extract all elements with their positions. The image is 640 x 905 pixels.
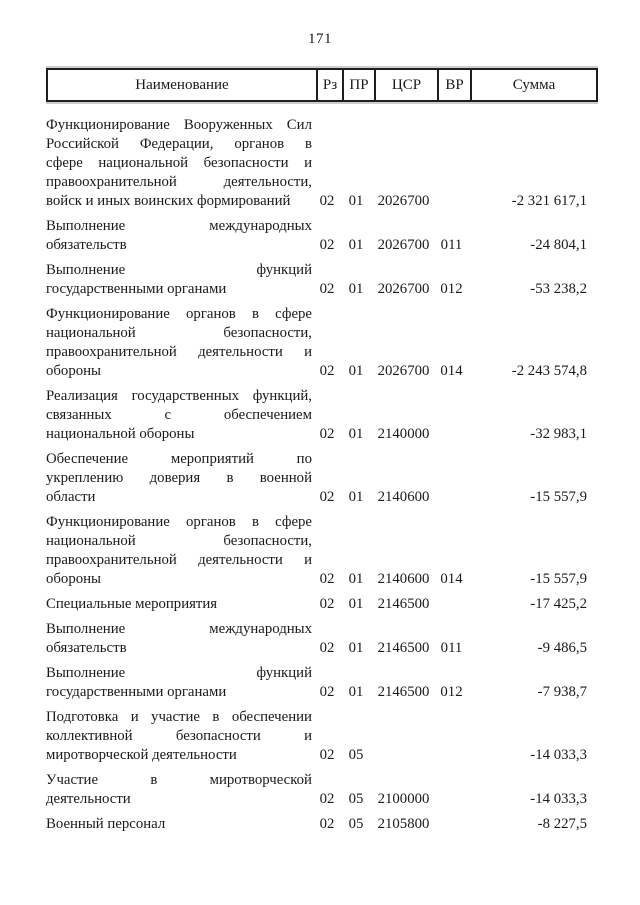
row-name-line: государственными органами [46,684,227,700]
row-name-line: правоохранительной деятельности и [46,552,312,568]
row-csr: 2026700 [377,363,430,379]
row-sum: -2 321 617,1 [511,193,587,209]
row-sum: -17 425,2 [530,596,587,612]
row-pr: 01 [348,571,364,587]
row-name-line: коллективной безопасности и [46,728,312,744]
row-rz: 02 [319,816,335,832]
row-sum: -14 033,3 [530,747,587,763]
row-name-line: правоохранительной деятельности, [46,174,312,190]
row-name-line: Реализация государственных функций, [46,388,312,404]
row-csr: 2105800 [377,816,430,832]
row-vr [435,595,468,614]
row-name-line: Выполнение функций [46,665,312,681]
row-rz: 02 [319,684,335,700]
row-name-line: Специальные мероприятия [46,596,218,612]
table-row [46,513,598,589]
row-pr: 05 [348,816,364,832]
table-row [46,387,598,444]
table-row [46,116,598,211]
row-sum: -2 243 574,8 [511,363,587,379]
column-header-pr: ПР [342,70,374,100]
row-rz: 02 [319,489,335,505]
row-csr: 2100000 [377,791,430,807]
row-name-line: связанных с обеспечением [46,407,312,423]
table-row [46,815,598,834]
row-pr: 01 [348,363,364,379]
table-row [46,595,598,614]
row-pr: 01 [348,193,364,209]
row-csr: 2146500 [377,596,430,612]
row-vr [435,746,468,765]
row-name-line: Выполнение международных [46,621,312,637]
row-name-line: Выполнение функций [46,262,312,278]
table-row [46,620,598,658]
row-csr [372,746,435,765]
table-body [46,116,598,840]
row-vr [435,425,468,444]
row-name-line: Участие в миротворческой [46,772,312,788]
row-rz: 02 [319,193,335,209]
table-row [46,664,598,702]
row-name-line: обороны [46,363,101,379]
row-vr: 014 [440,571,463,587]
row-csr: 2026700 [377,281,430,297]
row-csr: 2026700 [377,193,430,209]
row-name [46,664,312,702]
row-rz: 02 [319,237,335,253]
row-rz: 02 [319,571,335,587]
row-name [46,513,312,589]
row-name-line: обязательств [46,640,127,656]
row-rz: 02 [319,281,335,297]
row-rz: 02 [319,426,335,442]
row-pr: 01 [348,237,364,253]
row-vr [435,815,468,834]
row-rz: 02 [319,640,335,656]
row-vr [435,488,468,507]
row-name-line: Подготовка и участие в обеспечении [46,709,312,725]
row-name [46,595,312,614]
row-name-line: национальной безопасности, [46,325,312,341]
page-number: 171 [308,31,332,47]
row-csr: 2146500 [377,640,430,656]
row-name-line: Функционирование органов в сфере [46,306,312,322]
row-sum: -15 557,9 [530,489,587,505]
row-pr: 01 [348,596,364,612]
row-vr [435,192,468,211]
row-name [46,217,312,255]
row-rz: 02 [319,596,335,612]
table-row [46,261,598,299]
row-name-line: правоохранительной деятельности и [46,344,312,360]
row-sum: -32 983,1 [530,426,587,442]
row-sum: -53 238,2 [530,281,587,297]
table-row [46,771,598,809]
row-name-line: Военный персонал [46,816,166,832]
row-name [46,261,312,299]
row-csr: 2140600 [377,489,430,505]
row-sum: -14 033,3 [530,791,587,807]
row-name-line: Функционирование органов в сфере [46,514,312,530]
row-name-line: государственными органами [46,281,227,297]
row-name [46,620,312,658]
row-csr: 2146500 [377,684,430,700]
column-header-vr: ВР [437,70,470,100]
row-sum: -7 938,7 [537,684,587,700]
row-sum: -9 486,5 [537,640,587,656]
row-name-line: Обеспечение мероприятий по [46,451,312,467]
row-name [46,771,312,809]
row-pr: 01 [348,640,364,656]
row-vr: 011 [440,640,463,656]
row-vr: 012 [440,684,463,700]
row-pr: 01 [348,489,364,505]
row-rz: 02 [319,791,335,807]
row-sum: -24 804,1 [530,237,587,253]
table-row [46,708,598,765]
row-name-line: Российской Федерации, органов в [46,136,312,152]
row-name-line: области [46,489,96,505]
row-name-line: миротворческой деятельности [46,747,237,763]
row-name-line: Выполнение международных [46,218,312,234]
row-name-line: Функционирование Вооруженных Сил [46,117,312,133]
row-rz: 02 [319,747,335,763]
column-header-rz: Рз [316,70,342,100]
row-csr: 2140000 [377,426,430,442]
column-header-csr: ЦСР [374,70,437,100]
row-sum: -8 227,5 [537,816,587,832]
row-rz: 02 [319,363,335,379]
row-name [46,708,312,765]
row-pr: 01 [348,426,364,442]
row-vr: 011 [440,237,463,253]
table-row [46,217,598,255]
row-pr: 05 [348,791,364,807]
row-csr: 2140600 [377,571,430,587]
row-name [46,116,312,211]
row-csr: 2026700 [377,237,430,253]
column-header-summa: Сумма [470,70,596,100]
table-row [46,450,598,507]
row-name [46,387,312,444]
table-header [46,68,598,102]
row-name [46,305,312,381]
row-vr: 014 [440,363,463,379]
row-name-line: войск и иных воинских формирований [46,193,291,209]
column-header-naimenovanie: Наименование [135,76,229,93]
row-name-line: обязательств [46,237,127,253]
row-sum: -15 557,9 [530,571,587,587]
row-name-line: национальной безопасности, [46,533,312,549]
row-name-line: национальной обороны [46,426,195,442]
row-pr: 05 [348,747,364,763]
row-vr: 012 [440,281,463,297]
row-name-line: обороны [46,571,101,587]
row-name-line: сфере национальной безопасности и [46,155,312,171]
row-name [46,815,312,834]
row-name-line: укреплению доверия в военной [46,470,312,486]
row-vr [435,790,468,809]
row-pr: 01 [348,281,364,297]
row-name-line: деятельности [46,791,131,807]
row-name [46,450,312,507]
table-row [46,305,598,381]
row-pr: 01 [348,684,364,700]
